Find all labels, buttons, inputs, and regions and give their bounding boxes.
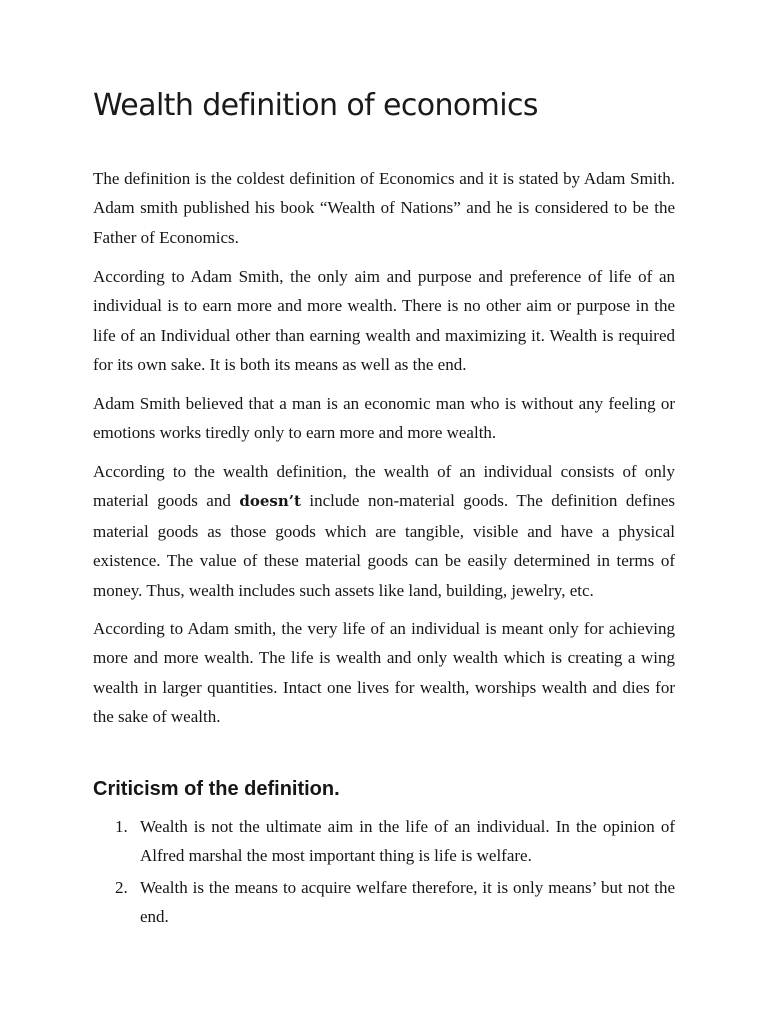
criticism-list-item (93, 812, 675, 871)
paragraph-aim-of-life: According to Adam Smith, the only aim and purpose and preference of life of an individual is to earn more and more wealth. There is no other aim or purpose in the life of an Individual other than earning wealth and maximizing it. Wealth is required for its own sake. It is both its means as well as the end. (93, 267, 675, 375)
paragraph-origin: The definition is the coldest definition of Economics and it is stated by Adam Smith. Adam smith published his book “Wealth of Nations” and he is considered to be the Father of Economics. (93, 169, 675, 247)
paragraph-material-goods-part-2: include non-material goods. The definition defines material goods as those goods which are tangible, visible and have a physical existence. The value of these material goods can be easily determined in terms of money. Thus, wealth includes such assets like land, building, jewelry, etc. (93, 491, 675, 600)
paragraph-material-goods-bold-word: doesn’t (239, 492, 301, 511)
document-title: Wealth definition of economics (93, 88, 538, 123)
list-item-number: 1. (115, 817, 128, 836)
paragraph-life-is-wealth: According to Adam smith, the very life of an individual is meant only for achieving more and more wealth. The life is wealth and only wealth which is creating a wing wealth in larger quantities. Intact one lives for wealth, worships wealth and dies for the sake of wealth. (93, 619, 675, 727)
list-item-text: Wealth is not the ultimate aim in the life of an individual. In the opinion of Alfred marshal the most important thing is life is welfare. (140, 817, 675, 866)
paragraph-economic-man: Adam Smith believed that a man is an economic man who is without any feeling or emotions works tiredly only to earn more and more wealth. (93, 394, 675, 443)
list-item-number: 2. (115, 877, 128, 897)
criticism-heading: Criticism of the definition. (93, 778, 340, 800)
criticism-list (93, 812, 675, 932)
criticism-list-item (93, 873, 675, 932)
list-item-text: Wealth is the means to acquire welfare therefore, it is only means’ but not the end. (140, 877, 675, 927)
paragraph-material-goods-part-1: According to the wealth definition, the wealth of an individual consists of only material goods and (93, 462, 675, 511)
paragraph-material-goods (93, 457, 675, 605)
